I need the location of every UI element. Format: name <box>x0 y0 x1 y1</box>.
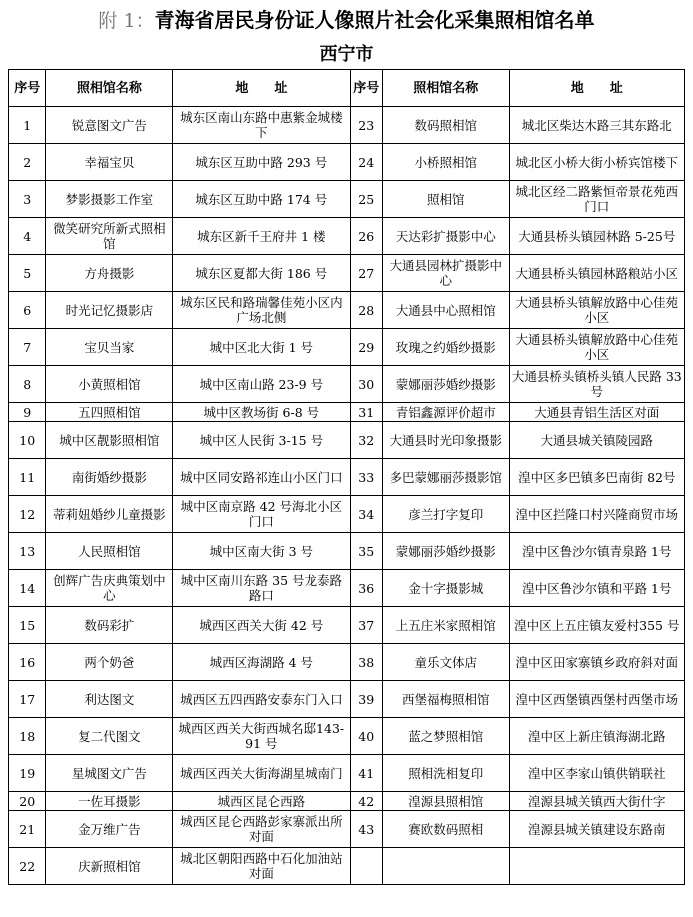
studio-address: 城北区经二路紫恒帝景花苑西门口 <box>509 181 684 218</box>
studio-address: 湟中区西堡镇西堡村西堡市场 <box>509 681 684 718</box>
studio-table <box>8 69 685 885</box>
studio-address: 大通县桥头镇解放路中心佳苑小区 <box>509 329 684 366</box>
studio-name: 方舟摄影 <box>46 255 173 292</box>
table-row <box>9 644 685 681</box>
studio-address: 大通县城关镇陵园路 <box>509 422 684 459</box>
studio-address: 城西区海湖路 4 号 <box>173 644 350 681</box>
studio-name: 数码照相馆 <box>382 107 509 144</box>
studio-name: 赛欧数码照相 <box>382 811 509 848</box>
studio-name: 玫瑰之约婚纱摄影 <box>382 329 509 366</box>
studio-address <box>509 848 684 885</box>
row-number: 10 <box>9 422 46 459</box>
row-number: 22 <box>9 848 46 885</box>
row-number: 3 <box>9 181 46 218</box>
studio-address: 湟中区鲁沙尔镇和平路 1号 <box>509 570 684 607</box>
studio-name: 大通县时光印象摄影 <box>382 422 509 459</box>
row-number: 7 <box>9 329 46 366</box>
city-subtitle: 西宁市 <box>319 44 374 65</box>
row-number: 33 <box>350 459 382 496</box>
studio-address: 城中区南大街 3 号 <box>173 533 350 570</box>
row-number: 26 <box>350 218 382 255</box>
header-name: 照相馆名称 <box>382 70 509 107</box>
row-number: 40 <box>350 718 382 755</box>
studio-address: 湟源县城关镇建设东路南 <box>509 811 684 848</box>
studio-name: 照相洗相复印 <box>382 755 509 792</box>
table-row <box>9 422 685 459</box>
studio-address: 湟中区田家寨镇乡政府斜对面 <box>509 644 684 681</box>
table-row <box>9 403 685 422</box>
studio-address: 城西区西关大街西城名邸143-91 号 <box>173 718 350 755</box>
table-row <box>9 607 685 644</box>
studio-address: 城中区南山路 23-9 号 <box>173 366 350 403</box>
row-number: 29 <box>350 329 382 366</box>
row-number: 23 <box>350 107 382 144</box>
table-row <box>9 292 685 329</box>
studio-name: 蓝之梦照相馆 <box>382 718 509 755</box>
studio-address: 城东区新千王府井 1 楼 <box>173 218 350 255</box>
studio-name: 金十字摄影城 <box>382 570 509 607</box>
row-number: 17 <box>9 681 46 718</box>
studio-name: 时光记忆摄影店 <box>46 292 173 329</box>
table-row <box>9 366 685 403</box>
header-address: 地 址 <box>173 70 350 107</box>
row-number: 28 <box>350 292 382 329</box>
table-body <box>9 107 685 885</box>
table-row <box>9 681 685 718</box>
studio-name: 数码彩扩 <box>46 607 173 644</box>
header-no: 序号 <box>9 70 46 107</box>
header-name: 照相馆名称 <box>46 70 173 107</box>
studio-address: 大通县桥头镇园林路粮站小区 <box>509 255 684 292</box>
studio-name: 蒂莉妞婚纱儿童摄影 <box>46 496 173 533</box>
studio-address: 城西区西关大街 42 号 <box>173 607 350 644</box>
studio-address: 城北区柴达木路三其东路北 <box>509 107 684 144</box>
studio-address: 城中区人民街 3-15 号 <box>173 422 350 459</box>
table-row <box>9 218 685 255</box>
studio-name: 南街婚纱摄影 <box>46 459 173 496</box>
row-number: 38 <box>350 644 382 681</box>
row-number <box>350 848 382 885</box>
document-title <box>0 4 693 33</box>
studio-address: 城西区昆仑西路 <box>173 792 350 811</box>
studio-name: 蒙娜丽莎婚纱摄影 <box>382 533 509 570</box>
studio-name: 庆新照相馆 <box>46 848 173 885</box>
studio-name: 蒙娜丽莎婚纱摄影 <box>382 366 509 403</box>
row-number: 4 <box>9 218 46 255</box>
studio-name: 复二代图文 <box>46 718 173 755</box>
studio-name: 童乐文体店 <box>382 644 509 681</box>
studio-address: 大通县桥头镇园林路 5-25号 <box>509 218 684 255</box>
studio-address: 城北区朝阳西路中石化加油站对面 <box>173 848 350 885</box>
row-number: 2 <box>9 144 46 181</box>
header-address: 地 址 <box>509 70 684 107</box>
studio-address: 城东区民和路瑞馨佳苑小区内广场北侧 <box>173 292 350 329</box>
table-row <box>9 718 685 755</box>
row-number: 13 <box>9 533 46 570</box>
title-main: 青海省居民身份证人像照片社会化采集照相馆名单 <box>154 8 595 32</box>
row-number: 9 <box>9 403 46 422</box>
row-number: 27 <box>350 255 382 292</box>
table-header-row <box>9 70 685 107</box>
studio-name: 小黄照相馆 <box>46 366 173 403</box>
studio-name: 大通县园林扩摄影中心 <box>382 255 509 292</box>
title-prefix: 附 1： <box>98 10 155 32</box>
studio-name: 一佐耳摄影 <box>46 792 173 811</box>
studio-address: 城中区教场街 6-8 号 <box>173 403 350 422</box>
row-number: 39 <box>350 681 382 718</box>
table-row <box>9 181 685 218</box>
studio-address: 城中区北大街 1 号 <box>173 329 350 366</box>
studio-name: 青铝鑫源评价超市 <box>382 403 509 422</box>
studio-name: 两个奶爸 <box>46 644 173 681</box>
studio-address: 湟中区李家山镇供销联社 <box>509 755 684 792</box>
row-number: 41 <box>350 755 382 792</box>
studio-name: 彦兰打字复印 <box>382 496 509 533</box>
row-number: 37 <box>350 607 382 644</box>
studio-name: 锐意图文广告 <box>46 107 173 144</box>
row-number: 15 <box>9 607 46 644</box>
row-number: 20 <box>9 792 46 811</box>
row-number: 18 <box>9 718 46 755</box>
row-number: 24 <box>350 144 382 181</box>
row-number: 5 <box>9 255 46 292</box>
row-number: 31 <box>350 403 382 422</box>
studio-name: 天达彩扩摄影中心 <box>382 218 509 255</box>
studio-address: 湟中区多巴镇多巴南街 82号 <box>509 459 684 496</box>
studio-name: 梦影摄影工作室 <box>46 181 173 218</box>
studio-address: 湟中区拦隆口村兴隆商贸市场 <box>509 496 684 533</box>
table-row <box>9 459 685 496</box>
table-row <box>9 255 685 292</box>
studio-name: 人民照相馆 <box>46 533 173 570</box>
studio-address: 城东区南山东路中惠紫金城楼下 <box>173 107 350 144</box>
table-row <box>9 792 685 811</box>
studio-name: 五四照相馆 <box>46 403 173 422</box>
table-row <box>9 496 685 533</box>
row-number: 12 <box>9 496 46 533</box>
row-number: 32 <box>350 422 382 459</box>
studio-address: 湟中区鲁沙尔镇青泉路 1号 <box>509 533 684 570</box>
studio-name: 湟源县照相馆 <box>382 792 509 811</box>
studio-name: 多巴蒙娜丽莎摄影馆 <box>382 459 509 496</box>
row-number: 16 <box>9 644 46 681</box>
table-row <box>9 811 685 848</box>
studio-name: 上五庄米家照相馆 <box>382 607 509 644</box>
table-row <box>9 570 685 607</box>
table-row <box>9 107 685 144</box>
studio-address: 城中区同安路祁连山小区门口 <box>173 459 350 496</box>
studio-name: 西堡福梅照相馆 <box>382 681 509 718</box>
studio-name: 星城图文广告 <box>46 755 173 792</box>
header-no: 序号 <box>350 70 382 107</box>
table-row <box>9 329 685 366</box>
studio-address: 城西区昆仑西路彭家寨派出所对面 <box>173 811 350 848</box>
row-number: 43 <box>350 811 382 848</box>
row-number: 8 <box>9 366 46 403</box>
studio-address: 城北区小桥大街小桥宾馆楼下 <box>509 144 684 181</box>
studio-name: 宝贝当家 <box>46 329 173 366</box>
studio-name: 大通县中心照相馆 <box>382 292 509 329</box>
row-number: 11 <box>9 459 46 496</box>
studio-name: 创辉广告庆典策划中心 <box>46 570 173 607</box>
row-number: 35 <box>350 533 382 570</box>
studio-name: 微笑研究所新式照相馆 <box>46 218 173 255</box>
row-number: 14 <box>9 570 46 607</box>
studio-address: 城东区夏都大街 186 号 <box>173 255 350 292</box>
table-row <box>9 755 685 792</box>
studio-name: 城中区靓影照相馆 <box>46 422 173 459</box>
row-number: 21 <box>9 811 46 848</box>
studio-name: 金万维广告 <box>46 811 173 848</box>
row-number: 1 <box>9 107 46 144</box>
studio-name: 小桥照相馆 <box>382 144 509 181</box>
studio-address: 城西区西关大街海湖星城南门 <box>173 755 350 792</box>
studio-address: 城中区南京路 42 号海北小区门口 <box>173 496 350 533</box>
studio-address: 湟源县城关镇西大街什字 <box>509 792 684 811</box>
studio-address: 城西区五四西路安泰东门入口 <box>173 681 350 718</box>
studio-name: 幸福宝贝 <box>46 144 173 181</box>
row-number: 34 <box>350 496 382 533</box>
studio-address: 大通县桥头镇解放路中心佳苑小区 <box>509 292 684 329</box>
studio-name: 利达图文 <box>46 681 173 718</box>
row-number: 6 <box>9 292 46 329</box>
studio-address: 城中区南川东路 35 号龙泰路路口 <box>173 570 350 607</box>
studio-address: 大通县桥头镇桥头镇人民路 33 号 <box>509 366 684 403</box>
table-row <box>9 144 685 181</box>
studio-address: 城东区互助中路 293 号 <box>173 144 350 181</box>
table-row <box>9 533 685 570</box>
row-number: 30 <box>350 366 382 403</box>
studio-address: 湟中区上五庄镇友爱村355 号 <box>509 607 684 644</box>
studio-name: 照相馆 <box>382 181 509 218</box>
row-number: 19 <box>9 755 46 792</box>
studio-address: 湟中区上新庄镇海湖北路 <box>509 718 684 755</box>
row-number: 25 <box>350 181 382 218</box>
row-number: 36 <box>350 570 382 607</box>
row-number: 42 <box>350 792 382 811</box>
studio-address: 大通县青铝生活区对面 <box>509 403 684 422</box>
table-row <box>9 848 685 885</box>
studio-address: 城东区互助中路 174 号 <box>173 181 350 218</box>
studio-name <box>382 848 509 885</box>
